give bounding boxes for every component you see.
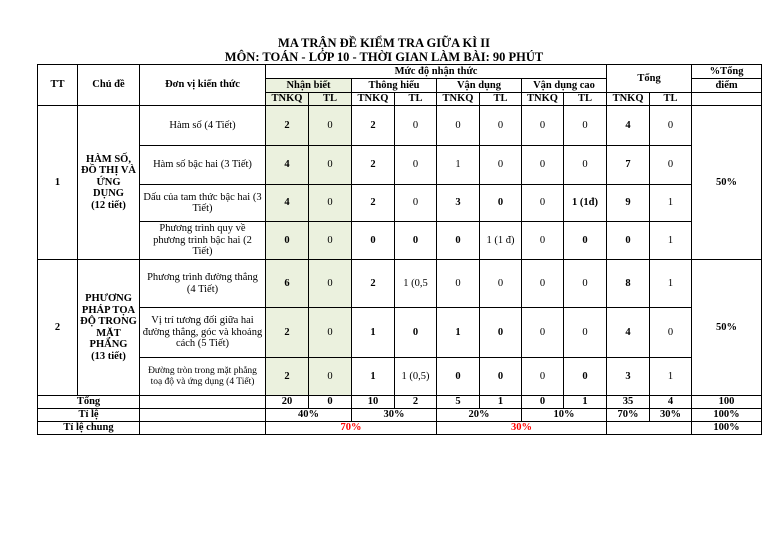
summary-label: Tỉ lệ chung [38, 422, 140, 435]
cell: 2 [352, 185, 395, 222]
table-row [38, 185, 762, 222]
header-muc-do: Mức độ nhận thức [266, 65, 607, 79]
cell: 2 [266, 106, 309, 146]
cell: 0 [437, 222, 480, 260]
summary-blank [140, 396, 266, 409]
cell: 0 [522, 358, 564, 396]
unit-name: Phương trình đường thẳng (4 Tiết) [140, 260, 266, 308]
header-sub: TNKQ [607, 93, 650, 106]
header-level-van-dung: Vận dụng [437, 79, 522, 93]
cell: 1 [352, 308, 395, 358]
header-pct-line2: điểm [692, 79, 762, 93]
unit-name: Vị trí tương đối giữa hai đường thẳng, góc và khoảng cách (5 Tiết) [140, 308, 266, 358]
header-blank [692, 93, 762, 106]
cell: 0 [395, 185, 437, 222]
summary-blank [140, 409, 266, 422]
summary-label: Tỉ lệ [38, 409, 140, 422]
topic-tt: 1 [38, 106, 78, 260]
summary-cell: 0 [522, 396, 564, 409]
summary-cell: 2 [395, 396, 437, 409]
summary-cell: 70% [266, 422, 437, 435]
cell: 0 [352, 222, 395, 260]
table-row [38, 146, 762, 185]
cell: 3 [437, 185, 480, 222]
header-tong: Tổng [607, 65, 692, 93]
cell: 0 [395, 222, 437, 260]
summary-cell: 0 [309, 396, 352, 409]
cell: 8 [607, 260, 650, 308]
cell: 0 [480, 185, 522, 222]
cell: 0 [309, 358, 352, 396]
summary-cell: 40% [266, 409, 352, 422]
header-level-van-dung-cao: Vận dụng cao [522, 79, 607, 93]
header-sub: TL [395, 93, 437, 106]
cell: 4 [266, 185, 309, 222]
cell: 0 [607, 222, 650, 260]
cell: 0 [437, 260, 480, 308]
cell: 0 [309, 146, 352, 185]
cell: 0 [564, 308, 607, 358]
cell: 4 [607, 106, 650, 146]
summary-cell: 10 [352, 396, 395, 409]
cell: 0 [564, 106, 607, 146]
summary-row-tile-chung [38, 422, 762, 435]
cell: 0 [564, 146, 607, 185]
unit-name: Hàm số (4 Tiết) [140, 106, 266, 146]
header-chu-de: Chủ đề [78, 65, 140, 106]
cell: 1 (0,5) [395, 358, 437, 396]
header-sub: TL [564, 93, 607, 106]
header-sub: TL [650, 93, 692, 106]
cell: 0 [480, 106, 522, 146]
summary-label: Tổng [38, 396, 140, 409]
page-title: MA TRẬN ĐỀ KIỂM TRA GIỮA KÌ II [278, 36, 490, 50]
cell: 0 [480, 358, 522, 396]
header-sub: TL [309, 93, 352, 106]
header-sub: TNKQ [522, 93, 564, 106]
cell: 0 [395, 146, 437, 185]
summary-cell: 100% [692, 409, 762, 422]
topic-name [78, 260, 140, 396]
topic-percent: 50% [692, 260, 762, 396]
summary-cell: 5 [437, 396, 480, 409]
cell: 1 [352, 358, 395, 396]
cell: 4 [266, 146, 309, 185]
summary-cell: 30% [352, 409, 437, 422]
cell: 0 [650, 106, 692, 146]
table-row [38, 308, 762, 358]
summary-cell: 30% [650, 409, 692, 422]
summary-cell: 20 [266, 396, 309, 409]
cell: 2 [352, 146, 395, 185]
cell: 2 [352, 106, 395, 146]
header-sub: TNKQ [266, 93, 309, 106]
header-pct-line1: %Tổng [692, 65, 762, 79]
cell: 2 [266, 358, 309, 396]
topic-percent: 50% [692, 106, 762, 260]
header-sub: TNKQ [352, 93, 395, 106]
cell: 1 [650, 185, 692, 222]
header-sub: TL [480, 93, 522, 106]
summary-cell: 100 [692, 396, 762, 409]
summary-blank [140, 422, 266, 435]
cell: 3 [607, 358, 650, 396]
cell: 9 [607, 185, 650, 222]
cell: 1 (1 đ) [480, 222, 522, 260]
table-row [38, 358, 762, 396]
cell: 0 [309, 308, 352, 358]
matrix-table [37, 64, 762, 435]
cell: 4 [607, 308, 650, 358]
cell: 0 [564, 358, 607, 396]
cell: 1 (0,5 [395, 260, 437, 308]
summary-cell: 10% [522, 409, 607, 422]
table-row [38, 106, 762, 146]
summary-cell: 1 [480, 396, 522, 409]
unit-name: Phương trình quy về phương trình bậc hai (2 Tiết) [140, 222, 266, 260]
topic-tt: 2 [38, 260, 78, 396]
cell: 0 [266, 222, 309, 260]
cell: 1 (1đ) [564, 185, 607, 222]
cell: 0 [650, 146, 692, 185]
summary-cell: 30% [437, 422, 607, 435]
cell: 1 [650, 222, 692, 260]
cell: 7 [607, 146, 650, 185]
cell: 0 [309, 222, 352, 260]
cell: 0 [650, 308, 692, 358]
cell: 2 [352, 260, 395, 308]
cell: 0 [309, 185, 352, 222]
cell: 0 [309, 260, 352, 308]
summary-cell: 20% [437, 409, 522, 422]
summary-row-tong [38, 396, 762, 409]
cell: 0 [522, 308, 564, 358]
cell: 1 [437, 308, 480, 358]
cell: 1 [650, 358, 692, 396]
cell: 0 [480, 308, 522, 358]
unit-name: Đường tròn trong mặt phẳng toạ độ và ứng dụng (4 Tiết) [140, 358, 266, 396]
cell: 0 [522, 222, 564, 260]
cell: 0 [480, 260, 522, 308]
cell: 0 [522, 260, 564, 308]
summary-cell: 1 [564, 396, 607, 409]
unit-name: Hàm số bậc hai (3 Tiết) [140, 146, 266, 185]
header-tt: TT [38, 65, 78, 106]
cell: 6 [266, 260, 309, 308]
cell: 0 [522, 106, 564, 146]
topic-hours: (13 tiết) [91, 350, 126, 362]
summary-cell: 35 [607, 396, 650, 409]
header-sub: TNKQ [437, 93, 480, 106]
cell: 1 [650, 260, 692, 308]
unit-name: Dấu của tam thức bậc hai (3 Tiết) [140, 185, 266, 222]
table-row [38, 222, 762, 260]
page-subtitle: MÔN: TOÁN - LỚP 10 - THỜI GIAN LÀM BÀI: 90 PHÚT [224, 50, 544, 64]
topic-name [78, 106, 140, 260]
summary-cell: 4 [650, 396, 692, 409]
cell: 0 [522, 185, 564, 222]
summary-cell: 70% [607, 409, 650, 422]
cell: 0 [395, 106, 437, 146]
table-row [38, 260, 762, 308]
cell: 0 [564, 260, 607, 308]
cell: 0 [564, 222, 607, 260]
cell: 0 [522, 146, 564, 185]
header-level-nhan-biet: Nhận biết [266, 79, 352, 93]
summary-cell: 100% [692, 422, 762, 435]
cell: 0 [480, 146, 522, 185]
topic-hours: (12 tiết) [91, 199, 126, 211]
topic-title: PHƯƠNG PHÁP TỌA ĐỘ TRONG MẶT PHẲNG [80, 293, 137, 350]
topic-title: HÀM SỐ, ĐỒ THỊ VÀ ỨNG DỤNG [80, 153, 137, 200]
cell: 0 [309, 106, 352, 146]
summary-blank [607, 422, 692, 435]
header-level-thong-hieu: Thông hiểu [352, 79, 437, 93]
cell: 0 [437, 106, 480, 146]
cell: 1 [437, 146, 480, 185]
cell: 0 [437, 358, 480, 396]
summary-row-tile [38, 409, 762, 422]
header-don-vi: Đơn vị kiến thức [140, 65, 266, 106]
cell: 2 [266, 308, 309, 358]
cell: 0 [395, 308, 437, 358]
